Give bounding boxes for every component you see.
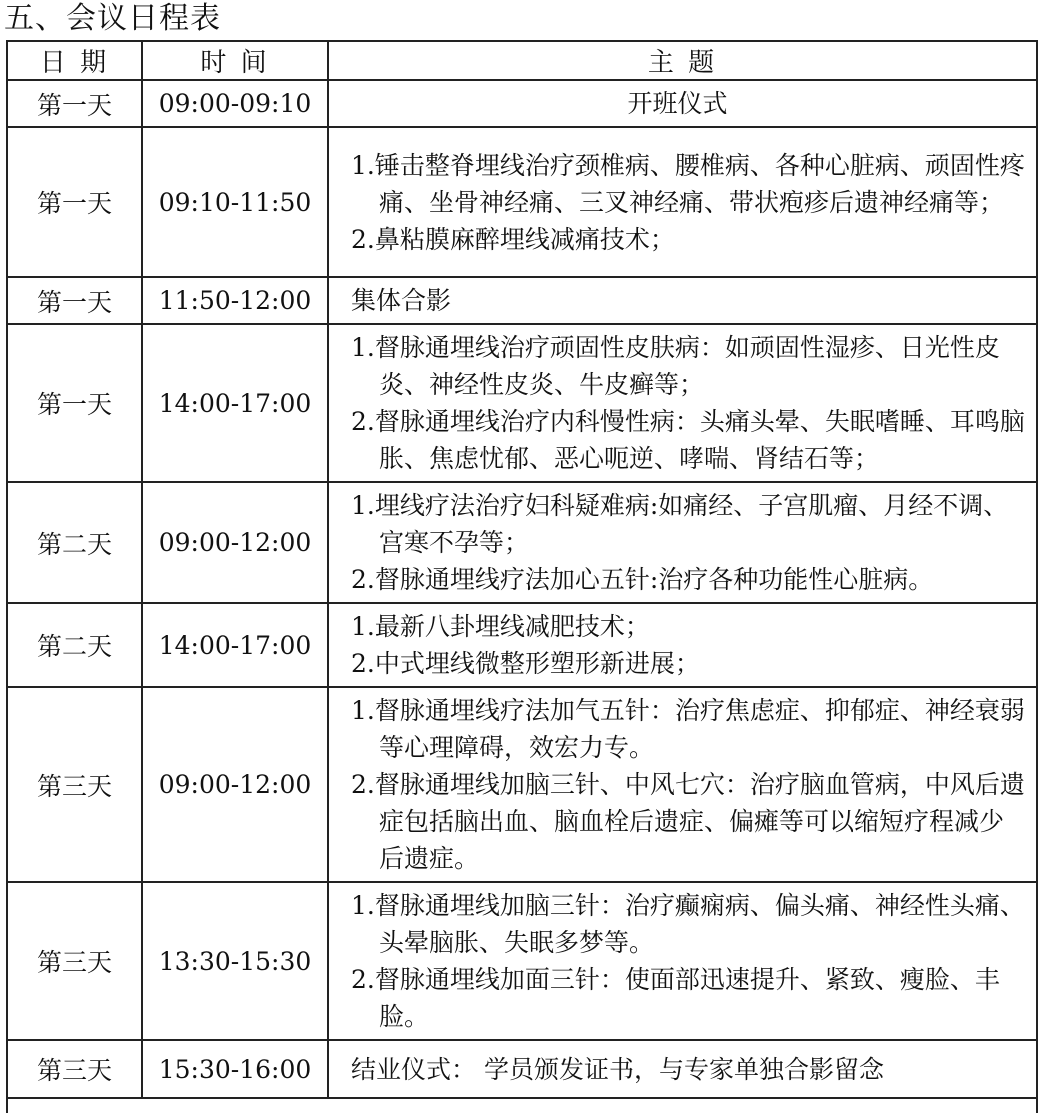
table-row [7,80,1037,127]
header-topic: 主 题 [328,41,1037,80]
row-time: 09:00-09:10 [142,80,328,127]
row-topic [328,277,1037,324]
row-date: 第一天 [7,127,142,277]
schedule-table [6,40,1038,1113]
row-time: 13:30-15:30 [142,882,328,1040]
row-date: 第三天 [7,1040,142,1098]
row-time: 15:30-16:00 [142,1040,328,1098]
row-time: 09:00-12:00 [142,482,328,603]
topic-item: 1.督脉通埋线加脑三针：治疗癫痫病、偏头痛、神经性头痛、头晕脑胀、失眠多梦等。 [351,891,1025,957]
row-topic [328,482,1037,603]
row-time: 09:00-12:00 [142,687,328,882]
topic-item: 集体合影 [351,286,452,315]
topic-item: 2.鼻粘膜麻醉埋线减痛技术； [351,224,675,254]
topic-item: 2.中式埋线微整形塑形新进展； [351,649,700,678]
row-date: 第一天 [7,324,142,482]
table-footer-cell [7,1098,1037,1113]
row-time: 09:10-11:50 [142,127,328,277]
row-date: 第二天 [7,603,142,687]
row-topic [328,80,1037,127]
topic-item: 2.督脉通埋线加脑三针、中风七穴：治疗脑血管病，中风后遗症包括脑出血、脑血栓后遗症、偏瘫等可以缩短疗程减少后遗症。 [351,770,1025,873]
topic-item: 1.埋线疗法治疗妇科疑难病:如痛经、子宫肌瘤、月经不调、宫寒不孕等； [351,491,1009,557]
table-row [7,882,1037,1040]
section-title: 五、会议日程表 [4,1,221,36]
table-row [7,1040,1037,1098]
topic-item: 2.督脉通埋线治疗内科慢性病：头痛头晕、失眠嗜睡、耳鸣脑胀、焦虑忧郁、恶心呃逆、哮喘、肾结石等； [351,407,1025,473]
table-row [7,324,1037,482]
row-time: 11:50-12:00 [142,277,328,324]
row-topic [328,687,1037,882]
row-date: 第三天 [7,882,142,1040]
table-row [7,482,1037,603]
row-time: 14:00-17:00 [142,324,328,482]
table-header-row [7,41,1037,80]
row-date: 第三天 [7,687,142,882]
topic-item: 结业仪式： 学员颁发证书，与专家单独合影留念 [351,1054,884,1084]
row-date: 第一天 [7,80,142,127]
table-row [7,277,1037,324]
row-topic [328,882,1037,1040]
header-time: 时 间 [142,41,328,80]
topic-item: 2.督脉通埋线加面三针：使面部迅速提升、紧致、瘦脸、丰脸。 [351,965,1000,1031]
topic-item: 1.最新八卦埋线减肥技术； [351,612,650,641]
table-row [7,127,1037,277]
table-footer-row [7,1098,1037,1113]
topic-item: 1.督脉通埋线疗法加气五针：治疗焦虑症、抑郁症、神经衰弱等心理障碍，效宏力专。 [351,696,1025,762]
row-date: 第二天 [7,482,142,603]
topic-item: 1.锤击整脊埋线治疗颈椎病、腰椎病、各种心脏病、顽固性疼痛、坐骨神经痛、三叉神经痛、带状疱疹后遗神经痛等； [351,150,1025,217]
row-topic [328,127,1037,277]
table-row [7,603,1037,687]
topic-item: 开班仪式 [627,89,728,118]
row-date: 第一天 [7,277,142,324]
row-topic [328,324,1037,482]
row-topic [328,1040,1037,1098]
row-topic [328,603,1037,687]
topic-item: 2.督脉通埋线疗法加心五针:治疗各种功能性心脏病。 [351,565,934,594]
topic-item: 1.督脉通埋线治疗顽固性皮肤病：如顽固性湿疹、日光性皮炎、神经性皮炎、牛皮癣等； [351,333,1000,399]
table-row [7,687,1037,882]
header-date: 日 期 [7,41,142,80]
row-time: 14:00-17:00 [142,603,328,687]
